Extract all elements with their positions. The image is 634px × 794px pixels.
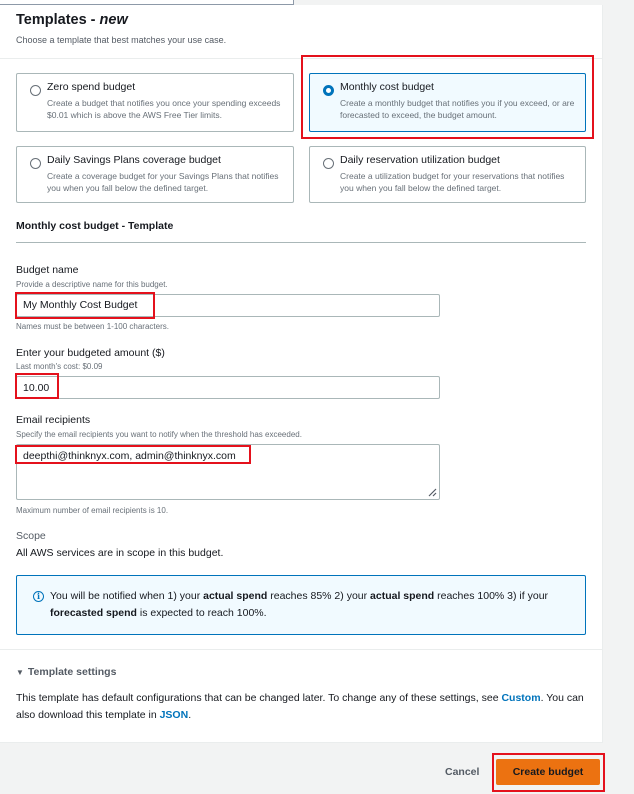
page-title: Templates - new (16, 12, 128, 28)
template-card-savings-plans[interactable] (16, 146, 294, 203)
template-title: Zero spend budget (47, 81, 136, 93)
amount-value: 10.00 (23, 382, 50, 394)
template-title: Daily Savings Plans coverage budget (47, 154, 221, 166)
highlight-box-monthly-cost (301, 55, 594, 139)
template-description: Create a utilization budget for your reservations that notifies you when you fall below the defined target. (340, 171, 565, 193)
amount-input[interactable] (16, 376, 440, 399)
email-hint: Specify the email recipients you want to notify when the threshold has exceeded. (16, 430, 302, 439)
radio-reservation[interactable] (323, 158, 334, 169)
template-title: Daily reservation utilization budget (340, 154, 500, 166)
template-card-reservation[interactable] (309, 146, 586, 203)
highlight-box-email (15, 445, 251, 464)
template-description: Create a budget that notifies you once your spending exceeds $0.01 which is above the AWS Free Tier limits. (47, 98, 281, 120)
highlight-box-budget-name (15, 292, 155, 319)
section-divider (16, 242, 586, 243)
template-description: Create a coverage budget for your Savings Plans that notifies you when you fall below the defined target. (47, 171, 279, 193)
budget-name-label: Budget name (16, 264, 79, 276)
scope-value: All AWS services are in scope in this budget. (16, 547, 224, 559)
template-settings-text: This template has default configurations that can be changed later. To change any of these settings, see Custom. You can also download this template in JSON. (16, 692, 584, 721)
budget-name-constraint: Names must be between 1-100 characters. (16, 322, 169, 331)
template-description: Create a monthly budget that notifies you if you exceed, or are forecasted to exceed, the budget amount. (340, 98, 575, 120)
radio-savings-plans[interactable] (30, 158, 41, 169)
radio-zero-spend[interactable] (30, 85, 41, 96)
resize-handle-icon[interactable] (428, 488, 437, 497)
scope-label: Scope (16, 530, 46, 542)
highlight-box-create (492, 753, 605, 792)
template-card-zero-spend[interactable] (16, 73, 294, 132)
settings-divider (0, 649, 603, 650)
email-label: Email recipients (16, 414, 91, 426)
highlight-box-amount (15, 373, 59, 399)
email-constraint: Maximum number of email recipients is 10. (16, 506, 169, 515)
template-settings-label: Template settings (27, 666, 117, 678)
page-subtitle: Choose a template that best matches your use case. (16, 35, 227, 45)
amount-hint: Last month's cost: $0.09 (16, 362, 103, 371)
cancel-button[interactable]: Cancel (445, 766, 480, 778)
create-budget-button[interactable]: Create budget (496, 759, 600, 785)
custom-link[interactable]: Custom (501, 692, 541, 704)
json-link[interactable]: JSON (159, 709, 189, 721)
template-title: Monthly cost budget (340, 81, 434, 93)
email-value: deepthi@thinknyx.com, admin@thinknyx.com (23, 450, 236, 462)
caret-down-icon: ▼ (16, 668, 24, 677)
template-section-title: Monthly cost budget - Template (16, 220, 174, 232)
budget-name-hint: Provide a descriptive name for this budget. (16, 280, 168, 289)
budget-name-value: My Monthly Cost Budget (23, 299, 138, 311)
amount-label: Enter your budgeted amount ($) (16, 347, 165, 359)
info-icon: i (33, 591, 44, 602)
info-text: You will be notified when 1) your actual spend reaches 85% 2) your actual spend reaches 100% 3) if your forecasted spend is expected to reach 100%. (50, 590, 549, 619)
info-alert (16, 575, 586, 635)
template-settings-toggle[interactable] (16, 666, 116, 678)
